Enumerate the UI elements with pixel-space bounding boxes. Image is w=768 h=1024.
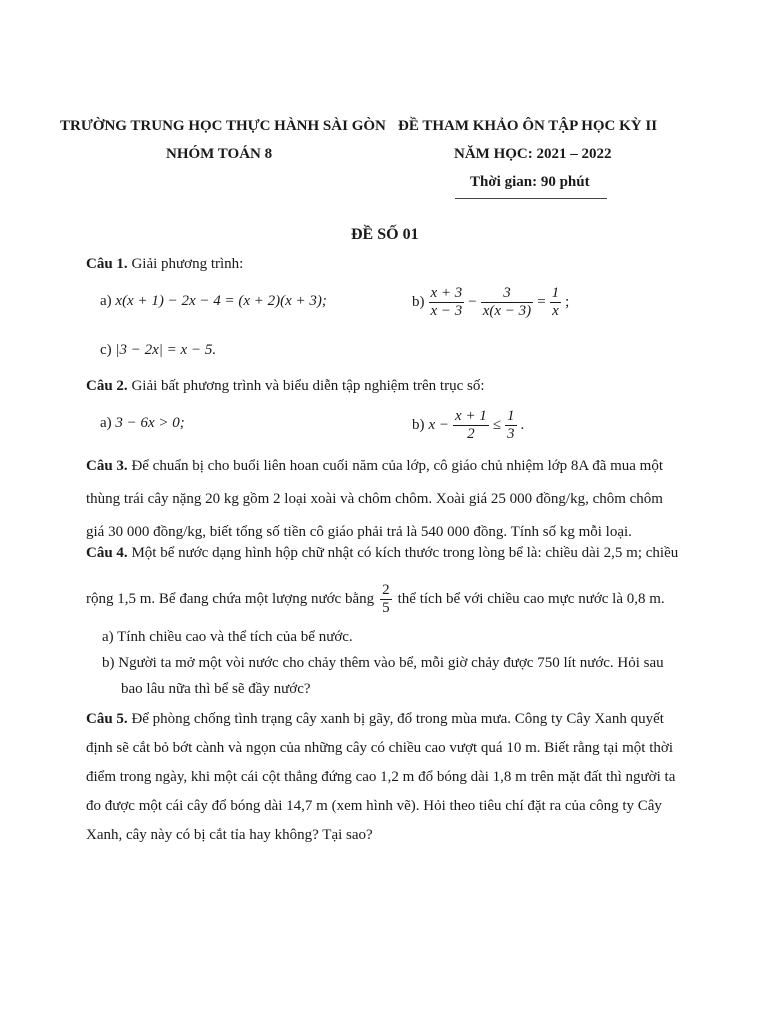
question-5-line-4: đo được một cái cây đổ bóng dài 14,7 m (xem hình vẽ). Hỏi theo tiêu chí đặt ra của công ty Cây <box>86 798 662 814</box>
question-5 <box>86 705 692 850</box>
exam-time: Thời gian: 90 phút <box>470 174 590 190</box>
question-1-heading <box>86 256 243 273</box>
question-1b-fraction-3 <box>550 285 562 320</box>
question-2b-label: b) <box>412 416 425 433</box>
question-5-text-1: Để phòng chống tình trạng cây xanh bị gãy, đổ trong mùa mưa. Công ty Cây Xanh quyết <box>127 711 664 727</box>
fraction-numerator: 3 <box>481 285 533 303</box>
fraction-numerator: x + 1 <box>455 407 487 424</box>
question-1c <box>100 342 216 359</box>
question-3-text-1: Để chuẩn bị cho buổi liên hoan cuối năm của lớp, cô giáo chủ nhiệm lớp 8A đã mua một <box>127 458 664 474</box>
question-4-fraction <box>380 582 392 617</box>
fraction-denominator: 3 <box>507 425 515 442</box>
question-1b-label: b) <box>412 293 425 310</box>
question-4-text-2a: rộng 1,5 m. Bể đang chứa một lượng nước bằng <box>86 590 375 607</box>
question-2-heading <box>86 378 485 395</box>
question-1b <box>412 281 569 323</box>
fraction-denominator: x(x − 3) <box>482 302 532 319</box>
equals-sign: = <box>537 293 546 310</box>
question-2b-lead: x − <box>428 416 450 433</box>
question-5-line-5: Xanh, cây này có bị cắt tỉa hay không? Tại sao? <box>86 827 373 843</box>
question-4-line-1 <box>86 545 692 562</box>
question-3-line-3: giá 30 000 đồng/kg, biết tổng số tiền cô giáo phải trả là 540 000 đồng. Tính số kg mỗi loại. <box>86 524 632 540</box>
question-2a <box>100 415 185 432</box>
question-1-label: Câu 1. <box>86 256 128 272</box>
question-3-line-2: thùng trái cây nặng 20 kg gồm 2 loại xoài và chôm chôm. Xoài giá 25 000 đồng/kg, chôm chôm <box>86 491 663 507</box>
exam-title: ĐỀ THAM KHẢO ÔN TẬP HỌC KỲ II <box>398 118 658 134</box>
fraction-numerator: 1 <box>551 284 560 301</box>
question-2-text: Giải bất phương trình và biểu diễn tập nghiệm trên trục số: <box>127 378 485 394</box>
exam-number: ĐỀ SỐ 01 <box>351 226 419 243</box>
less-equal-sign: ≤ <box>492 416 502 433</box>
question-4-text-2b: thể tích bể với chiều cao mực nước là 0,8 m. <box>397 590 665 607</box>
question-4-label: Câu 4. <box>86 545 128 561</box>
question-3-line-1 <box>86 452 692 481</box>
question-1b-fraction-1 <box>429 285 465 320</box>
question-2a-inequality: 3 − 6x > 0; <box>115 415 185 431</box>
fraction-denominator: x <box>552 302 559 319</box>
question-4a: a) Tính chiều cao và thể tích của bể nước. <box>102 629 353 645</box>
question-4-text-1: Một bể nước dạng hình hộp chữ nhật có kích thước trong lòng bể là: chiều dài 2,5 m; chiều <box>127 545 679 561</box>
question-5-line-1 <box>86 705 692 734</box>
question-1c-label: c) <box>100 342 112 358</box>
question-1a-label: a) <box>100 293 112 309</box>
question-2b-fraction-1 <box>453 408 489 443</box>
question-4b-line-2: bao lâu nữa thì bể sẽ đầy nước? <box>121 681 311 697</box>
question-5-line-3: điểm trong ngày, khi một cái cột thẳng đứng cao 1,2 m đổ bóng dài 1,8 m trên mặt đất thì người ta <box>86 769 676 785</box>
question-3 <box>86 452 692 547</box>
fraction-denominator: 5 <box>382 599 390 616</box>
question-2b <box>412 404 524 446</box>
fraction-numerator: 1 <box>507 407 515 424</box>
question-1-text: Giải phương trình: <box>127 256 244 272</box>
question-1a <box>100 293 327 310</box>
period: . <box>520 416 525 433</box>
group-name: NHÓM TOÁN 8 <box>166 146 273 162</box>
school-name: TRƯỜNG TRUNG HỌC THỰC HÀNH SÀI GÒN <box>60 118 386 134</box>
question-2-label: Câu 2. <box>86 378 128 394</box>
fraction-denominator: 2 <box>467 425 475 442</box>
fraction-denominator: x − 3 <box>430 302 463 319</box>
minus-sign: − <box>468 293 477 310</box>
question-4-line-2 <box>86 578 665 620</box>
question-5-line-2: định sẽ cắt bỏ bớt cành và ngọn của những cây có chiều cao vượt quá 10 m. Biết rằng tại một thời <box>86 740 673 756</box>
fraction-numerator: x + 3 <box>430 284 463 301</box>
question-1a-equation: x(x + 1) − 2x − 4 = (x + 2)(x + 3); <box>115 293 327 309</box>
header-underline <box>455 198 607 199</box>
question-4b-line-1: b) Người ta mở một vòi nước cho chảy thêm vào bể, mỗi giờ chảy được 750 lít nước. Hỏi sau <box>102 655 664 671</box>
question-5-label: Câu 5. <box>86 711 128 727</box>
school-year: NĂM HỌC: 2021 – 2022 <box>454 146 612 162</box>
question-3-label: Câu 3. <box>86 458 128 474</box>
semicolon: ; <box>565 293 570 310</box>
question-2a-label: a) <box>100 415 112 431</box>
fraction-numerator: 2 <box>382 581 390 598</box>
question-1b-fraction-2 <box>481 285 533 320</box>
question-2b-fraction-2 <box>505 408 517 443</box>
question-1c-equation: |3 − 2x| = x − 5. <box>115 342 217 358</box>
